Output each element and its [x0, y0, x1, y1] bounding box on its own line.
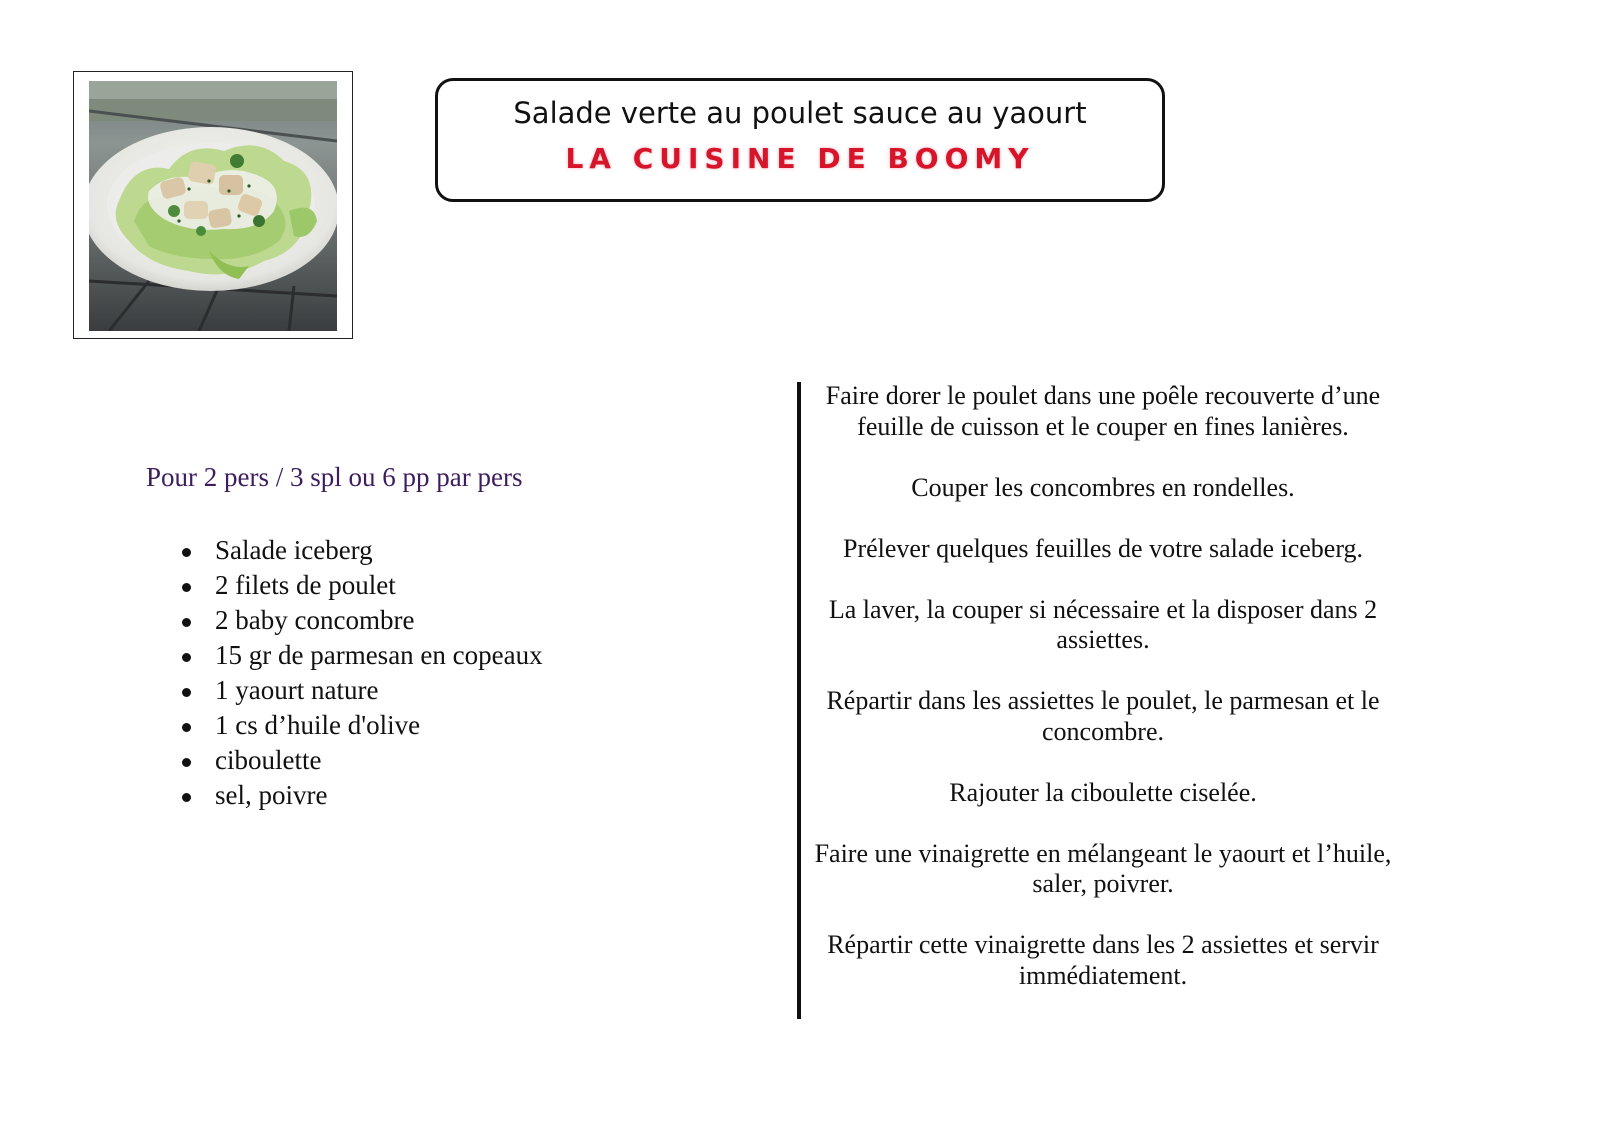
ingredient-list — [180, 533, 543, 813]
ingredient-item: sel, poivre — [180, 778, 543, 813]
ingredient-item: 1 cs d’huile d'olive — [180, 708, 543, 743]
salad-photo — [89, 81, 337, 331]
step-paragraph: Faire dorer le poulet dans une poêle recouverte d’une feuille de cuisson et le couper en fines lanières. — [825, 381, 1381, 441]
step-paragraph: Répartir dans les assiettes le poulet, le parmesan et le concombre. — [826, 686, 1380, 746]
step-paragraph: Rajouter la ciboulette ciselée. — [949, 777, 1257, 807]
step-paragraph: Prélever quelques feuilles de votre salade iceberg. — [842, 533, 1364, 563]
ingredient-item: Salade iceberg — [180, 533, 543, 568]
ingredient-item: ciboulette — [180, 743, 543, 778]
recipe-title-box — [435, 78, 1165, 202]
recipe-photo-frame — [73, 71, 353, 339]
step-paragraph: Répartir cette vinaigrette dans les 2 assiettes et servir immédiatement. — [827, 930, 1379, 990]
ingredient-item: 15 gr de parmesan en copeaux — [180, 638, 543, 673]
column-divider — [797, 382, 801, 1019]
ingredient-item: 1 yaourt nature — [180, 673, 543, 708]
ingredient-item: 2 baby concombre — [180, 603, 543, 638]
step-paragraph: Faire une vinaigrette en mélangeant le yaourt et l’huile, saler, poivrer. — [814, 838, 1392, 898]
recipe-title: Salade verte au poulet sauce au yaourt — [513, 96, 1087, 130]
preparation-steps — [808, 381, 1398, 1022]
step-paragraph: Couper les concombres en rondelles. — [911, 472, 1295, 502]
ingredient-item: 2 filets de poulet — [180, 568, 543, 603]
brand-name: LA CUISINE DE BOOMY — [565, 142, 1035, 175]
step-paragraph: La laver, la couper si nécessaire et la disposer dans 2 assiettes. — [828, 594, 1378, 654]
servings-info: Pour 2 pers / 3 spl ou 6 pp par pers — [146, 462, 523, 492]
